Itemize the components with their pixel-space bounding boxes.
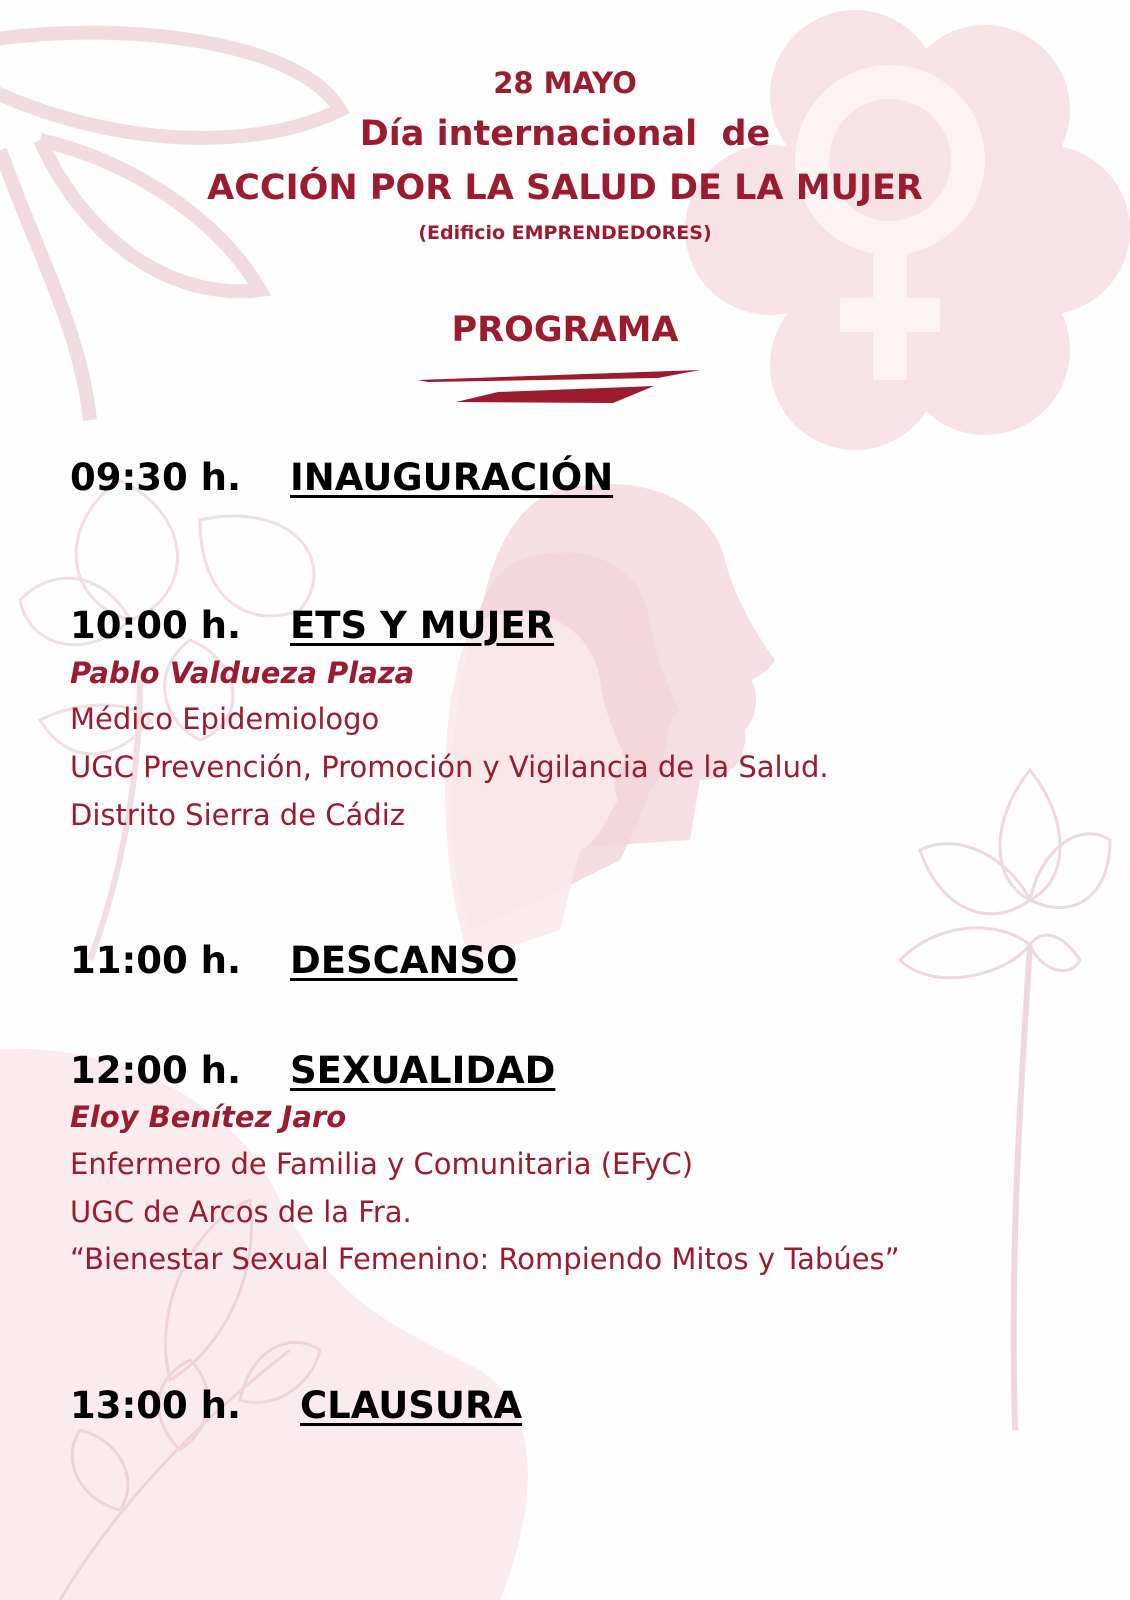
item-time: 12:00 h. bbox=[70, 1049, 242, 1092]
event-title-line1: Día internacional de bbox=[359, 114, 771, 154]
item-title: SEXUALIDAD bbox=[290, 1049, 556, 1092]
item-detail: Distrito Sierra de Cádiz bbox=[70, 798, 405, 832]
item-speaker: Pablo Valdueza Plaza bbox=[70, 656, 415, 690]
item-detail: UGC Prevención, Promoción y Vigilancia de la Salud. bbox=[70, 750, 829, 784]
heading-underline-swoosh bbox=[418, 370, 708, 406]
item-speaker: Eloy Benítez Jaro bbox=[70, 1100, 347, 1134]
item-time: 11:00 h. bbox=[70, 939, 242, 982]
programa-heading: PROGRAMA bbox=[451, 310, 679, 350]
item-title: ETS Y MUJER bbox=[290, 604, 555, 647]
item-time: 09:30 h. bbox=[70, 456, 242, 499]
item-title: DESCANSO bbox=[290, 939, 518, 982]
item-detail: UGC de Arcos de la Fra. bbox=[70, 1195, 412, 1229]
item-detail: Médico Epidemiologo bbox=[70, 702, 380, 736]
event-venue: (Edificio EMPRENDEDORES) bbox=[418, 222, 712, 244]
item-detail: “Bienestar Sexual Femenino: Rompiendo Mitos y Tabúes” bbox=[70, 1242, 900, 1276]
item-time: 10:00 h. bbox=[70, 604, 242, 647]
event-title-line2: ACCIÓN POR LA SALUD DE LA MUJER bbox=[207, 168, 923, 208]
item-time: 13:00 h. bbox=[70, 1384, 242, 1427]
item-title: CLAUSURA bbox=[300, 1384, 523, 1427]
item-title: INAUGURACIÓN bbox=[290, 456, 614, 499]
event-date: 28 MAYO bbox=[493, 66, 637, 100]
women-silhouette-decoration bbox=[445, 484, 775, 960]
item-detail: Enfermero de Familia y Comunitaria (EFyC) bbox=[70, 1147, 694, 1181]
